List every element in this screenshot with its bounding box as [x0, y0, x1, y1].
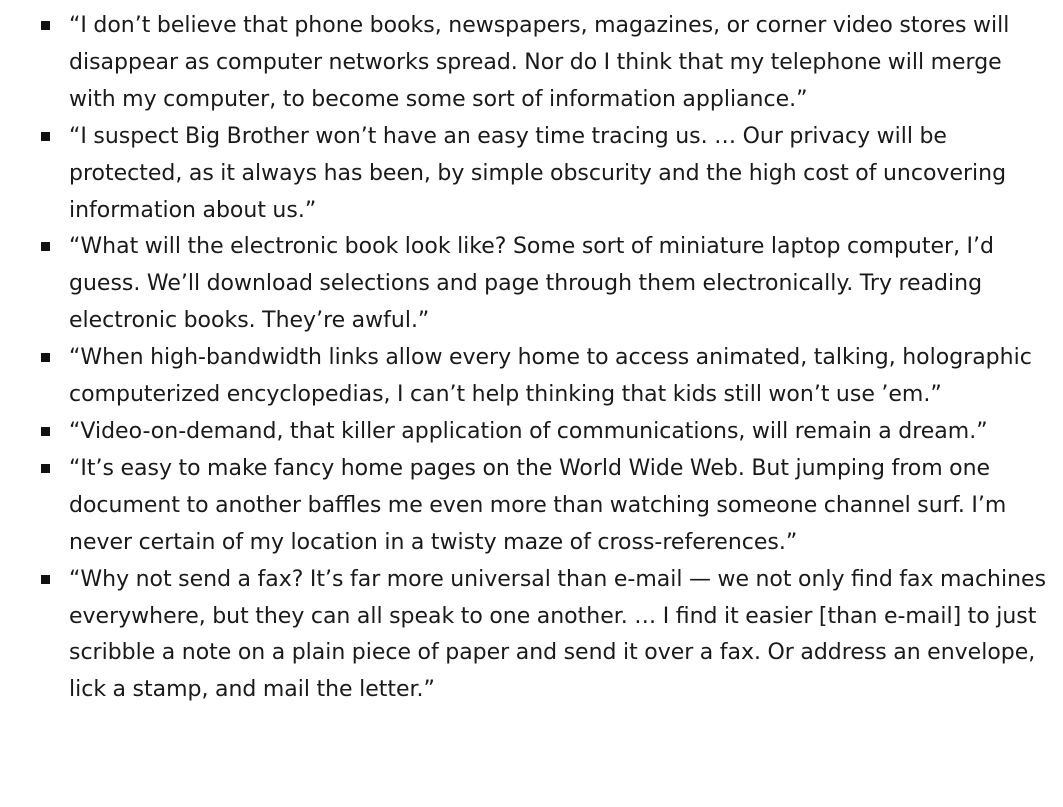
- quote-text: “It’s easy to make fancy home pages on the World Wide Web. But jumping from one document to another baffles me even more than watching someone channel surf. I’m never certain of my location in a twisty maze of cross-references.”: [69, 455, 1007, 555]
- quote-text: “When high-bandwidth links allow every home to access animated, talking, holographic computerized encyclopedias, I can’t help thinking that kids still won’t use ’em.”: [69, 345, 1032, 408]
- quote-text: “I don’t believe that phone books, newspapers, magazines, or corner video stores will disappear as computer networks spread. Nor do I think that my telephone will merge with my computer, to become some sort of information appliance.”: [69, 13, 1010, 112]
- quote-text: “I suspect Big Brother won’t have an easy time tracing us. … Our privacy will be protected, as it always has been, by simple obscurity and the high cost of uncovering information about us.”: [69, 123, 1007, 223]
- quote-text: “What will the electronic book look like? Some sort of miniature laptop computer, I’d guess. We’ll download selections and page through them electronically. Try reading electronic books. They’re awful.”: [69, 234, 994, 334]
- quote-item: [0, 340, 1063, 414]
- square-bullet-icon: [41, 575, 50, 584]
- square-bullet-icon: [41, 132, 50, 141]
- quote-item: [0, 451, 1063, 562]
- quote-list: [0, 8, 1063, 709]
- square-bullet-icon: [41, 21, 50, 30]
- quote-text: “Why not send a fax? It’s far more universal than e-mail — we not only find fax machines everywhere, but they can all speak to one another. … I find it easier [than e-mail] to just scribble a note on a plain piece of paper and send it over a fax. Or address an envelope, lick a stamp, and mail the letter.”: [69, 566, 1047, 703]
- quote-item: [0, 414, 1063, 451]
- quote-item: [0, 562, 1063, 710]
- quote-text: “Video-on-demand, that killer application of communications, will remain a dream.”: [69, 418, 988, 444]
- square-bullet-icon: [41, 464, 50, 473]
- quote-item: [0, 229, 1063, 340]
- square-bullet-icon: [41, 242, 50, 251]
- square-bullet-icon: [41, 353, 50, 362]
- quote-item: [0, 119, 1063, 230]
- quote-item: [0, 8, 1063, 119]
- square-bullet-icon: [41, 427, 50, 436]
